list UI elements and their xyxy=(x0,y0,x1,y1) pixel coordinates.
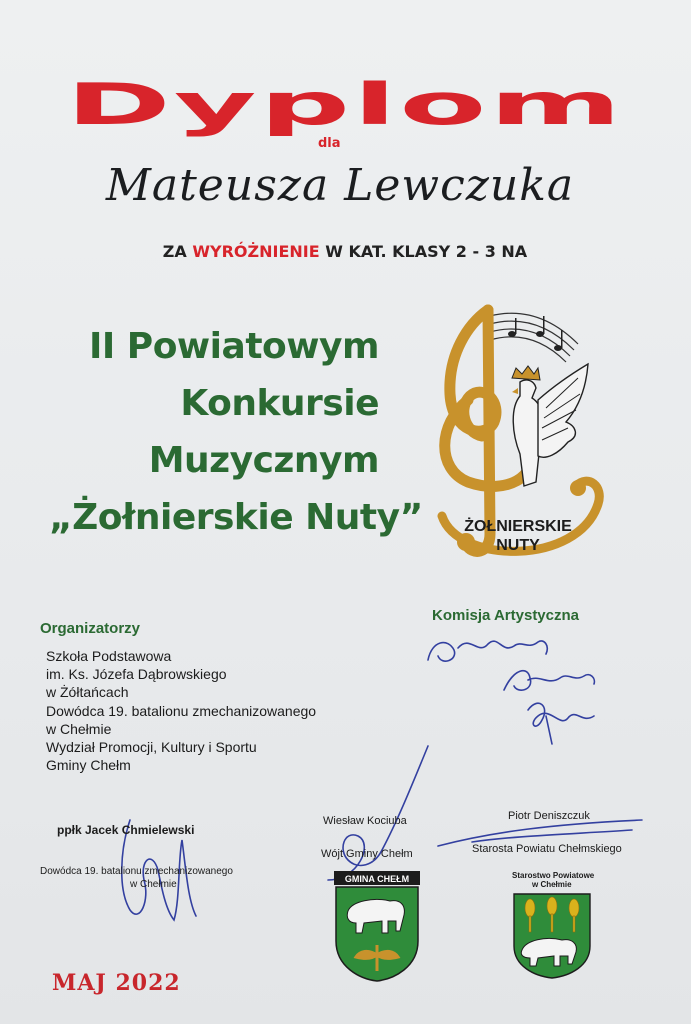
list-item: Wydział Promocji, Kultury i Sportu xyxy=(46,739,257,756)
award-line xyxy=(60,242,630,261)
mayor-name: Wiesław Kociuba xyxy=(323,815,407,827)
organizers-list xyxy=(46,647,316,774)
logo-text-line1: ŻOŁNIERSKIE xyxy=(464,518,572,535)
award-highlight: WYRÓŻNIENIE xyxy=(192,242,320,261)
contest-line: Konkursie xyxy=(180,383,379,424)
treble-clef-eagle-logo xyxy=(428,304,608,576)
starost-name: Piotr Deniszczuk xyxy=(508,810,590,822)
diploma-title: Dyplom xyxy=(65,71,625,138)
list-item: Dowódca 19. batalionu zmechanizowanego xyxy=(46,702,317,719)
contest-line: II Powiatowym xyxy=(88,326,379,367)
contest-name xyxy=(49,318,423,546)
list-item: Szkoła Podstawowa xyxy=(46,648,172,664)
starost-emblem-label-2: w Chełmie xyxy=(532,880,572,889)
recipient-name: Mateusza Lewczuka xyxy=(105,160,575,211)
starost-emblem-label-1: Starostwo Powiatowe xyxy=(512,871,595,880)
commander-name: ppłk Jacek Chmielewski xyxy=(57,823,195,837)
gmina-chelm-emblem xyxy=(334,871,420,983)
issue-date: MAJ 2022 xyxy=(52,970,181,996)
gmina-emblem-label: GMINA CHEŁM xyxy=(344,874,410,884)
list-item: w Chełmie xyxy=(46,720,112,737)
contest-line: „Żołnierskie Nuty” xyxy=(49,497,423,538)
list-item: w Żółtańcach xyxy=(46,684,129,701)
logo-text-line2: NUTY xyxy=(496,537,540,554)
dla-label: dla xyxy=(318,136,341,151)
starostwo-emblem xyxy=(512,892,592,980)
list-item: Gminy Chełm xyxy=(46,757,131,774)
eagle-icon xyxy=(512,364,588,486)
contest-line: Muzycznym xyxy=(148,440,379,481)
award-prefix: ZA xyxy=(162,242,187,261)
commander-role: Dowódca 19. batalionu zmechanizowanego xyxy=(40,866,233,877)
award-suffix: W KAT. KLASY 2 - 3 NA xyxy=(325,242,528,261)
commander-role-city: w Chełmie xyxy=(130,879,177,890)
committee-signatures xyxy=(418,620,618,760)
mayor-role: Wójt Gminy Chełm xyxy=(321,848,413,860)
organizers-heading: Organizatorzy xyxy=(40,620,141,637)
list-item: im. Ks. Józefa Dąbrowskiego xyxy=(46,666,227,683)
starost-role: Starosta Powiatu Chełmskiego xyxy=(472,843,622,855)
commander-signature xyxy=(100,800,210,930)
committee-heading: Komisja Artystyczna xyxy=(432,607,579,624)
